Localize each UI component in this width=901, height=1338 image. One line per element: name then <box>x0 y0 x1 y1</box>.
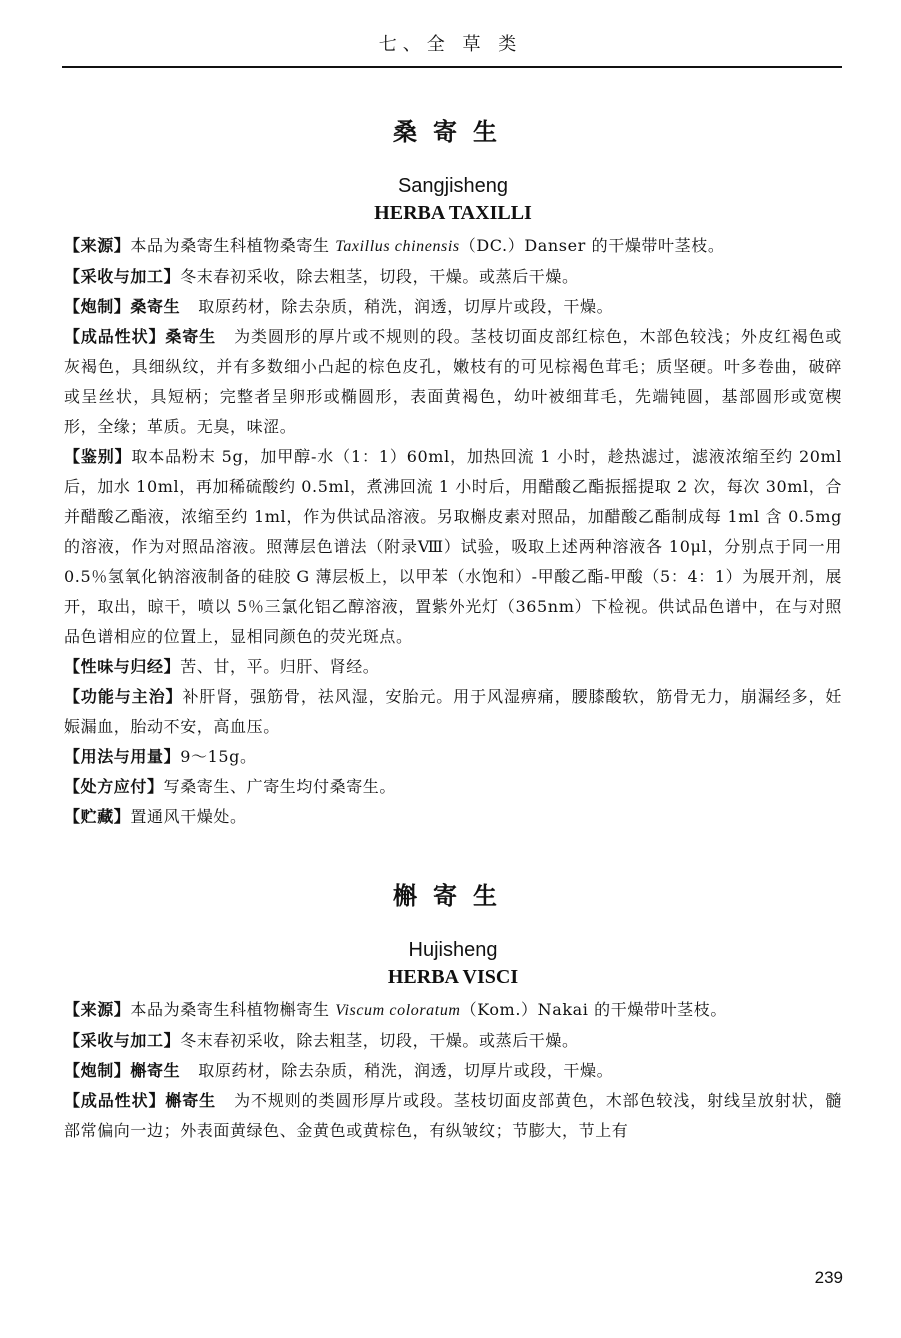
process-subtitle-2: 槲寄生 <box>130 1061 181 1080</box>
prescription-text: 写桑寄生、广寄生均付桑寄生。 <box>163 777 397 796</box>
entry-title-sangjisheng: 桑寄生 <box>393 118 513 146</box>
trait-text: 为类圆形的厚片或不规则的段。茎枝切面皮部红棕色，木部色较浅；外皮红褐色或灰褐色，具细纵纹，并有多数细小凸起的棕色皮孔，嫩枝有的可见棕褐色茸毛；质坚硬。叶多卷曲，破碎或呈丝状，具短柄；完整者呈卵形或椭圆形，表面黄褐色，幼叶被细茸毛，先端钝圆，基部圆形或宽楔形，全缘；革质。无臭，味涩。 <box>64 327 842 436</box>
taste-label: 【性味与归经】 <box>64 657 181 676</box>
species-name: Taxillus chinensis <box>335 238 460 255</box>
storage-text: 置通风干燥处。 <box>130 807 247 826</box>
trait-label-2: 【成品性状】 <box>64 1091 166 1110</box>
prescription-label: 【处方应付】 <box>64 777 164 796</box>
identification-label: 【鉴别】 <box>64 447 132 466</box>
trait-paragraph-2 <box>64 1086 842 1146</box>
entry-latin-hujisheng: HERBA VISCI <box>387 966 519 988</box>
taste-text: 苦、甘，平。归肝、肾经。 <box>180 657 380 676</box>
harvest-label-2: 【采收与加工】 <box>64 1031 181 1050</box>
identification-text: 取本品粉末 5g，加甲醇-水（1：1）60ml，加热回流 1 小时，趁热滤过，滤液浓缩至约 20ml 后，加水 10ml，再加稀硫酸约 0.5ml，煮沸回流 1 小时后，用醋酸乙酯振摇提取 2 次，每次 30ml，合并醋酸乙酯液，浓缩至约 1ml，作为供试品溶液。另取槲皮素对照品，加醋酸乙酯制成每 1ml 含 0.5mg 的溶液，作为对照品溶液。照薄层色谱法（附录Ⅷ）试验，吸取上述两种溶液各 10μl，分别点于同一用 0.5％氢氧化钠溶液制备的硅胶 G 薄层板上，以甲苯（水饱和）-甲酸乙酯-甲酸（5：4：1）为展开剂，展开，取出，晾干，喷以 5％三氯化铝乙醇溶液，置紫外光灯（365nm）下检视。供试品色谱中，在与对照品色谱相应的位置上，显相同颜色的荧光斑点。 <box>64 447 842 646</box>
entry-pinyin-hujisheng: Hujisheng <box>408 939 498 961</box>
process-text: 取原药材，除去杂质，稍洗，润透，切厚片或段，干燥。 <box>198 297 614 316</box>
source-author: （DC.）Danser 的干燥带叶茎枝。 <box>459 236 725 255</box>
page-number: 239 <box>814 1268 843 1287</box>
trait-label: 【成品性状】 <box>64 327 166 346</box>
storage-paragraph <box>64 802 842 832</box>
trait-subtitle-2: 槲寄生 <box>165 1091 217 1110</box>
process-label-2: 【炮制】 <box>64 1061 131 1080</box>
running-head: 七、全 草 类 <box>378 34 523 55</box>
harvest-paragraph-2 <box>64 1026 842 1056</box>
dosage-label: 【用法与用量】 <box>64 747 181 766</box>
function-text: 补肝肾，强筋骨，祛风湿，安胎元。用于风湿痹痛，腰膝酸软，筋骨无力，崩漏经多，妊娠漏血，胎动不安，高血压。 <box>64 687 843 736</box>
page-body <box>64 70 842 1146</box>
process-paragraph <box>64 292 842 322</box>
process-subtitle: 桑寄生 <box>130 297 181 316</box>
entry-latin-sangjisheng: HERBA TAXILLI <box>374 202 532 224</box>
dosage-paragraph <box>64 742 842 772</box>
source-paragraph <box>64 231 842 262</box>
source-text: 本品为桑寄生科植物桑寄生 <box>130 236 336 255</box>
process-paragraph-2 <box>64 1056 842 1086</box>
harvest-text: 冬末春初采收，除去粗茎，切段，干燥。或蒸后干燥。 <box>180 267 579 286</box>
entry-title-hujisheng: 槲寄生 <box>393 882 513 910</box>
header-rule <box>62 66 842 68</box>
entry-pinyin-sangjisheng: Sangjisheng <box>397 175 509 197</box>
trait-paragraph <box>64 322 842 442</box>
source-label-2: 【来源】 <box>64 1000 131 1019</box>
dosage-text: 9～15g。 <box>180 747 257 766</box>
trait-text-2: 为不规则的类圆形厚片或段。茎枝切面皮部黄色，木部色较浅，射线呈放射状，髓部常偏向一边；外表面黄绿色、金黄色或黄棕色，有纵皱纹；节膨大，节上有 <box>64 1091 842 1140</box>
process-text-2: 取原药材，除去杂质，稍洗，润透，切厚片或段，干燥。 <box>198 1061 614 1080</box>
taste-paragraph <box>64 652 842 682</box>
source-label: 【来源】 <box>64 236 131 255</box>
identification-paragraph <box>64 442 842 652</box>
source-author-2: （Kom.）Nakai 的干燥带叶茎枝。 <box>460 1000 727 1019</box>
harvest-text-2: 冬末春初采收，除去粗茎，切段，干燥。或蒸后干燥。 <box>180 1031 579 1050</box>
species-name-2: Viscum coloratum <box>335 1002 461 1019</box>
storage-label: 【贮藏】 <box>64 807 131 826</box>
process-label: 【炮制】 <box>64 297 131 316</box>
harvest-label: 【采收与加工】 <box>64 267 181 286</box>
trait-subtitle: 桑寄生 <box>165 327 217 346</box>
harvest-paragraph <box>64 262 842 292</box>
function-paragraph <box>64 682 842 742</box>
source-paragraph-2 <box>64 995 842 1026</box>
source-text-2: 本品为桑寄生科植物槲寄生 <box>130 1000 336 1019</box>
prescription-paragraph <box>64 772 842 802</box>
function-label: 【功能与主治】 <box>64 687 183 706</box>
